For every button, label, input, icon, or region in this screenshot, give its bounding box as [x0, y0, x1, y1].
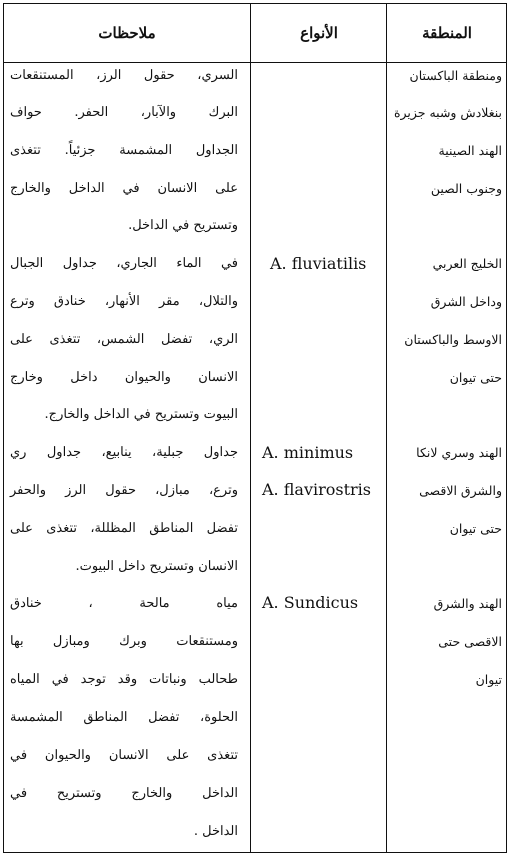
species-name: A. flavirostris: [262, 480, 371, 499]
notes-line: الحلوة، تفضل المناطق المشمسة: [10, 710, 238, 725]
region-line: الهند الصينية: [438, 143, 502, 158]
species-name: A. Sundicus: [262, 593, 359, 612]
notes-line: الري، تفضل الشمس، تتغذى على: [10, 332, 238, 347]
notes-line: وترع، مبازل، حقول الرز والحفر: [10, 483, 238, 498]
header-species: الأنواع: [300, 24, 338, 42]
notes-line: الداخل .: [193, 824, 238, 839]
region-line: الاقصى حتى: [438, 634, 502, 649]
notes-line: والتلال، مقر الأنهار، خنادق وترع: [10, 294, 238, 309]
region-line: حتى تيوان: [449, 521, 502, 536]
species-name: A. fluviatilis: [270, 254, 367, 273]
region-line: تيوان: [475, 672, 502, 687]
header-region: المنطقة: [422, 24, 472, 42]
notes-line: الانسان وتستريح داخل البيوت.: [75, 559, 238, 574]
header-divider: [4, 62, 506, 63]
notes-line: ومستنقعات وبرك ومبازل بها: [10, 634, 238, 649]
notes-line: وتستريح في الداخل.: [128, 218, 238, 233]
region-line: بنغلادش وشبه جزيرة: [393, 105, 502, 120]
notes-line: مياه مالحة ، خنادق: [10, 596, 238, 611]
region-line: الهند والشرق: [433, 596, 502, 611]
notes-line: الداخل والخارج وتستريح في: [10, 786, 238, 801]
region-line: وداخل الشرق: [430, 294, 502, 309]
species-name: A. minimus: [262, 443, 354, 462]
region-line: حتى تيوان: [449, 370, 502, 385]
notes-line: تفضل المناطق المظللة، تتغذى على: [10, 521, 238, 536]
region-line: ومنطقة الباكستان: [409, 68, 502, 83]
notes-line: على الانسان في الداخل والخارج: [10, 181, 238, 196]
region-line: الخليج العربي: [432, 256, 502, 271]
notes-line: تتغذى على الانسان والحيوان في: [10, 748, 238, 763]
species-table: [3, 3, 507, 853]
notes-line: جداول جبلية، ينابيع، جداول ري: [10, 445, 238, 460]
notes-line: طحالب ونباتات وقد توجد في المياه: [10, 672, 238, 687]
column-divider-notes-species: [250, 4, 251, 852]
region-line: والشرق الاقصى: [419, 483, 502, 498]
column-divider-species-region: [386, 4, 387, 852]
notes-line: الانسان والحيوان داخل وخارج: [10, 370, 238, 385]
notes-line: في الماء الجاري، جداول الجبال: [10, 256, 238, 271]
region-line: وجنوب الصين: [430, 181, 502, 196]
notes-line: السري، حقول الرز، المستنقعات: [10, 68, 238, 83]
region-line: الهند وسري لانكا: [416, 445, 502, 460]
notes-line: البرك والآبار، الحفر. حواف: [10, 105, 238, 120]
notes-line: الجداول المشمسة جزئياً. تتغذى: [10, 143, 238, 158]
notes-line: البيوت وتستريح في الداخل والخارج.: [44, 407, 238, 422]
header-notes: ملاحظات: [98, 24, 156, 42]
region-line: الاوسط والباكستان: [404, 332, 502, 347]
